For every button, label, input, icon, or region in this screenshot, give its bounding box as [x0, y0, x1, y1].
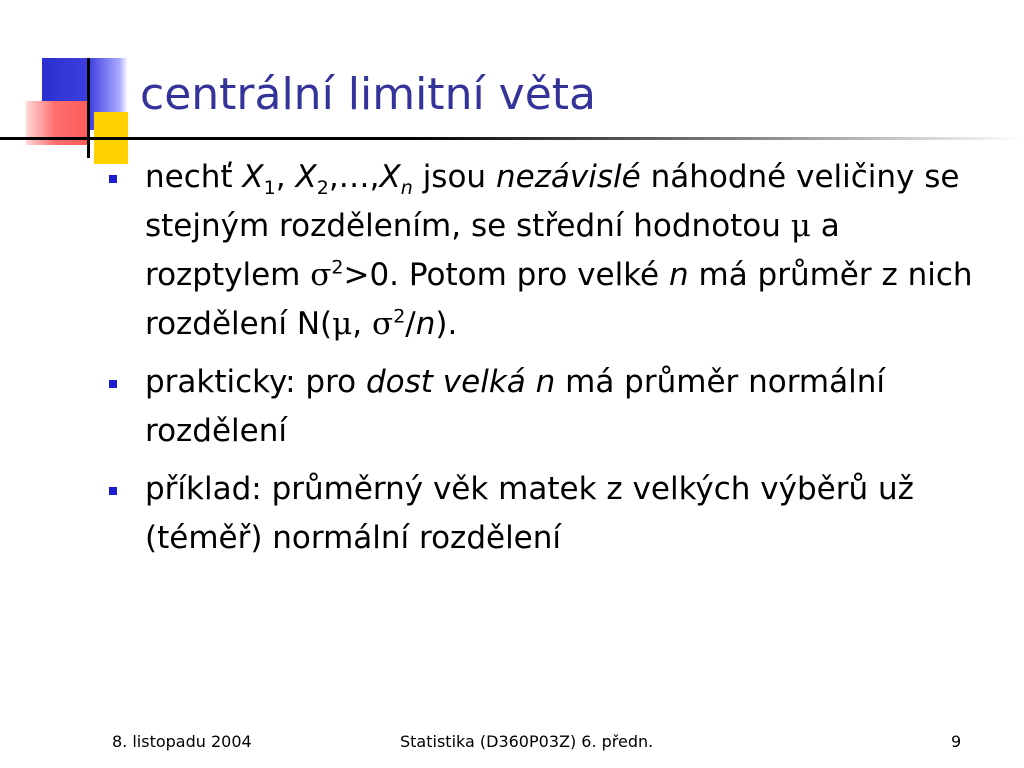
- footer-date: 8. listopadu 2004: [112, 732, 252, 751]
- bullet-item-definition: nechť $X_1$, $X_2,\dots,X_n$ jsou nezávislé náhodné veličiny se stejným rozdělením, se střední hodnotou μ a rozptylem $\sigma^2>0$. Potom pro velké n má průměr z nich rozdělení N(μ, $\sigma^2/n$).: [108, 153, 998, 349]
- square-bullet-icon: [109, 487, 117, 495]
- title-underline-rule: [0, 137, 1024, 140]
- footer-page-number: 9: [951, 732, 962, 751]
- square-bullet-icon: [109, 380, 117, 388]
- slide-title: centrální limitní věta: [140, 69, 596, 120]
- bullet-list: [108, 153, 998, 572]
- bullet-item-practical: prakticky: pro dost velká n má průměr normální rozdělení: [108, 358, 998, 456]
- footer-course: Statistika (D360P03Z) 6. předn.: [400, 732, 654, 751]
- square-bullet-icon: [109, 175, 117, 183]
- bullet-item-example: příklad: průměrný věk matek z velkých výběrů už (téměř) normální rozdělení: [108, 465, 998, 563]
- decor-vertical-rule: [87, 58, 90, 158]
